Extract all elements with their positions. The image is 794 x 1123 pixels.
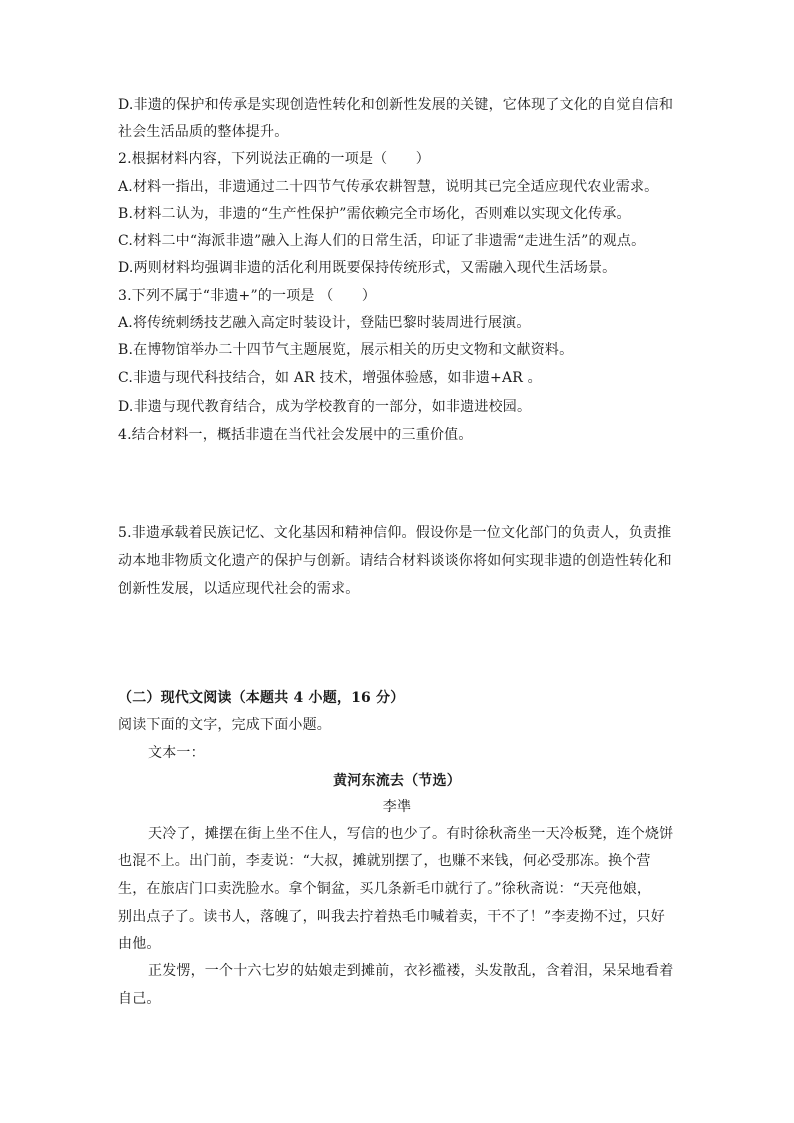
question-3-option-a: A.将传统刺绣技艺融入高定时装设计，登陆巴黎时装周进行展演。: [118, 315, 531, 331]
passage-para1-line5: 由他。: [118, 936, 161, 952]
option-d-q1-line2: 社会生活品质的整体提升。: [118, 124, 289, 140]
question-2-option-b: B.材料二认为，非遗的“生产性保护”需依赖完全市场化，否则难以实现文化传承。: [118, 206, 631, 222]
reading-instruction: 阅读下面的文字，完成下面小题。: [118, 717, 331, 733]
question-2-option-c: C.材料二中“海派非遗”融入上海人们的日常生活，印证了非遗需“走进生活”的观点。: [118, 233, 646, 249]
question-5-line1: 5.非遗承载着民族记忆、文化基因和精神信仰。假设你是一位文化部门的负责人，负责推: [118, 525, 672, 541]
question-3-option-c: C.非遗与现代科技结合，如 AR 技术，增强体验感，如非遗+AR 。: [118, 370, 542, 386]
question-4-stem: 4.结合材料一，概括非遗在当代社会发展中的三重价值。: [118, 427, 473, 443]
question-3-option-b: B.在博物馆举办二十四节气主题展览，展示相关的历史文物和文献资料。: [118, 342, 574, 358]
passage-para1-line1: 天冷了，摊摆在街上坐不住人，写信的也少了。有时徐秋斋坐一天冷板凳，连个烧饼: [148, 826, 674, 842]
question-3-option-d: D.非遗与现代教育结合，成为学校教育的一部分，如非遗进校园。: [118, 399, 532, 415]
passage-author: 李凖: [382, 799, 412, 815]
passage-para2-line1: 正发愣，一个十六七岁的姑娘走到摊前，衣衫褴褛，头发散乱，含着泪，呆呆地看着: [148, 963, 674, 979]
passage-para2-line2: 自己。: [118, 991, 161, 1007]
question-2-stem: 2.根据材料内容，下列说法正确的一项是（ ）: [118, 151, 430, 167]
question-2-option-a: A.材料一指出，非遗通过二十四节气传承农耕智慧，说明其已完全适应现代农业需求。: [118, 179, 659, 195]
passage-para1-line2: 也混不上。出门前，李麦说：“大叔，摊就别摆了，也赚不来钱，何必受那冻。换个营: [118, 853, 651, 869]
passage-para1-line3: 生，在旅店门口卖洗脸水。拿个铜盆，买几条新毛巾就行了。”徐秋斋说：“天亮他娘，: [118, 881, 652, 897]
question-5-line3: 创新性发展，以适应现代社会的需求。: [118, 581, 360, 597]
text-one-label: 文本一：: [148, 745, 205, 761]
question-3-stem: 3.下列不属于“非遗+”的一项是 （ ）: [118, 288, 377, 304]
section-heading: （二）现代文阅读（本题共 4 小题，16 分）: [118, 690, 405, 706]
passage-title: 黄河东流去（节选）: [333, 773, 461, 789]
passage-para1-line4: 别出点子了。读书人，落魄了，叫我去拧着热毛巾喊着卖，干不了！”李麦拗不过，只好: [118, 909, 665, 925]
question-5-line2: 动本地非物质文化遗产的保护与创新。请结合材料谈谈你将如何实现非遗的创造性转化和: [118, 553, 672, 569]
option-d-q1-line1: D.非遗的保护和传承是实现创造性转化和创新性发展的关键，它体现了文化的自觉自信和: [118, 97, 674, 113]
question-2-option-d: D.两则材料均强调非遗的活化利用既要保持传统形式，又需融入现代生活场景。: [118, 260, 617, 276]
